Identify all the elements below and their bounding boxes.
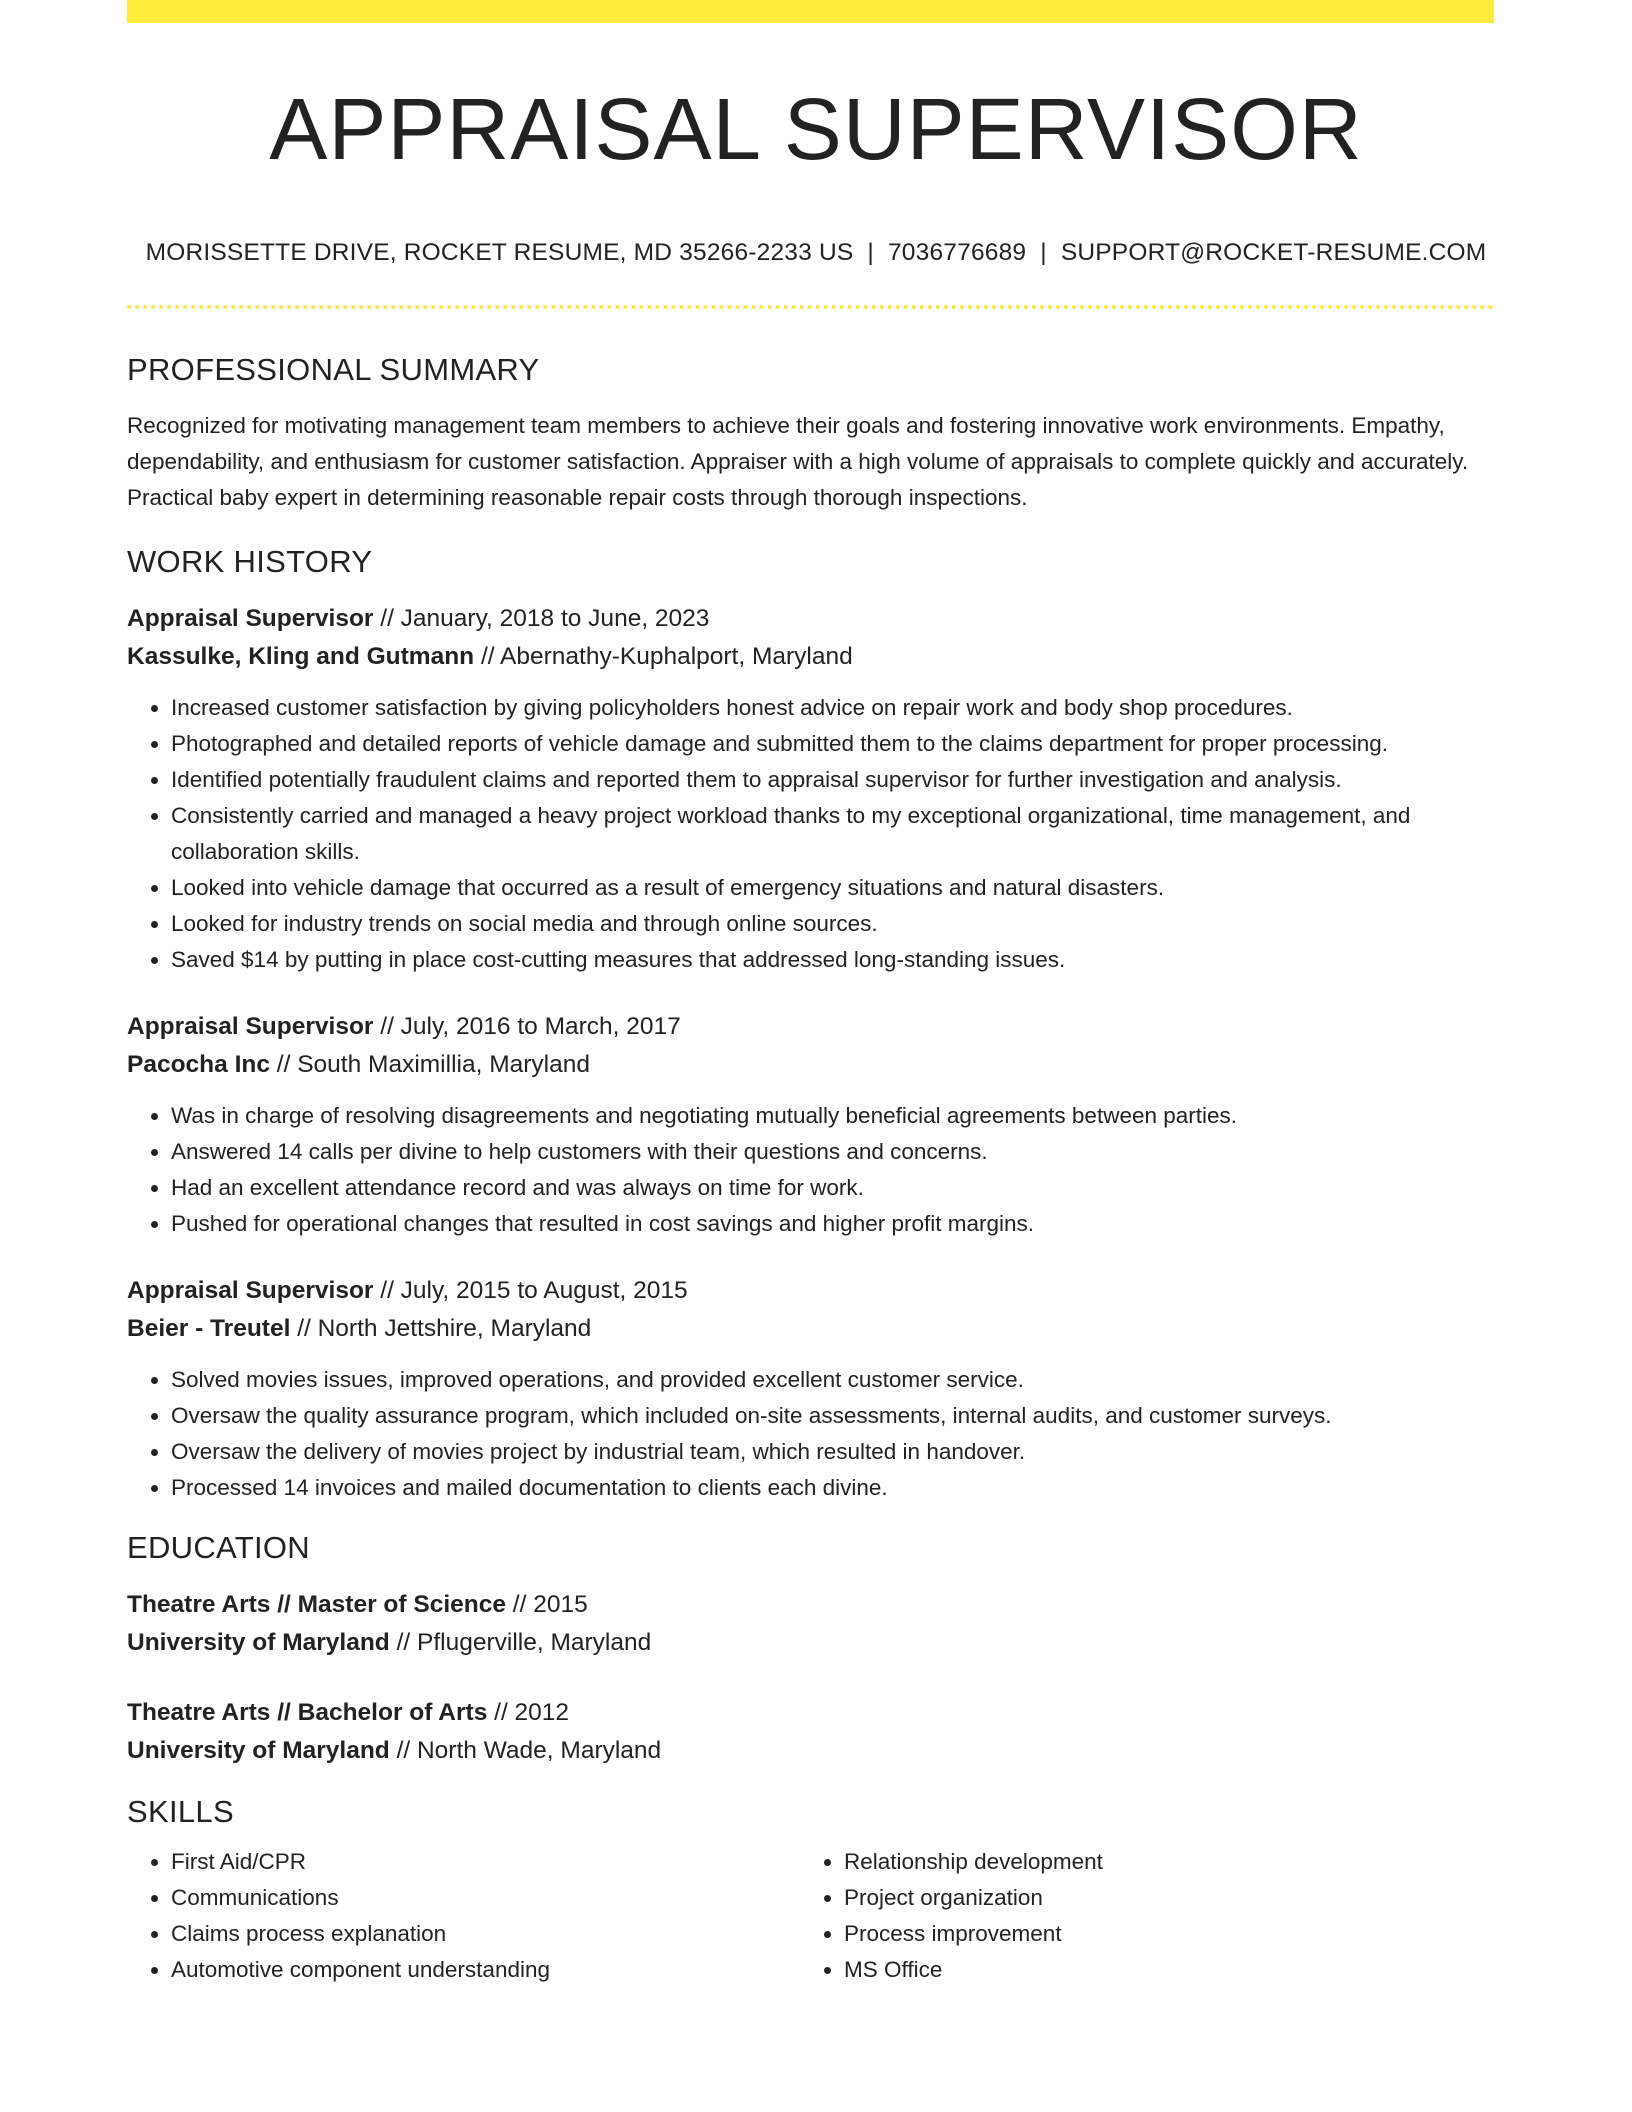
degree-line bbox=[127, 1694, 1494, 1732]
degree-year: // 2012 bbox=[487, 1699, 570, 1726]
skills-heading: SKILLS bbox=[127, 1794, 234, 1829]
job-dates: // July, 2015 to August, 2015 bbox=[373, 1277, 688, 1304]
job-location: // Abernathy-Kuphalport, Maryland bbox=[474, 643, 853, 670]
job-company-line bbox=[127, 1310, 1494, 1348]
job-title: Appraisal Supervisor bbox=[127, 605, 374, 632]
job-bullets bbox=[127, 1098, 1494, 1242]
skill-item: • Project organization bbox=[844, 1880, 1473, 1916]
skills-bullets-right bbox=[800, 1844, 1473, 1988]
contact-address: MORISSETTE DRIVE, ROCKET RESUME, MD 35266-2233 US bbox=[145, 239, 854, 266]
education-heading: EDUCATION bbox=[127, 1530, 310, 1565]
work-heading: WORK HISTORY bbox=[127, 544, 373, 579]
education-entry bbox=[127, 1586, 1494, 1662]
skills-column-left bbox=[127, 1844, 800, 1988]
summary-heading: PROFESSIONAL SUMMARY bbox=[127, 352, 540, 387]
job-bullet: • Had an excellent attendance record and was always on time for work. bbox=[171, 1170, 1494, 1206]
skills-list bbox=[127, 1844, 1494, 1988]
contact-separator: | bbox=[867, 239, 874, 266]
job-bullet: • Consistently carried and managed a heavy project workload thanks to my exceptional organizational, time management, and collaboration skills. bbox=[171, 798, 1494, 870]
skills-bullets-left bbox=[127, 1844, 800, 1988]
job-bullet: • Saved $14 by putting in place cost-cutting measures that addressed long-standing issues. bbox=[171, 942, 1494, 978]
job-company-line bbox=[127, 1046, 1494, 1084]
skill-item: • Process improvement bbox=[844, 1916, 1473, 1952]
page-title: APPRAISAL SUPERVISOR bbox=[269, 81, 1363, 178]
contact-separator: | bbox=[1040, 239, 1047, 266]
job-entry bbox=[127, 1008, 1494, 1242]
job-title-line bbox=[127, 600, 1494, 638]
job-title: Appraisal Supervisor bbox=[127, 1013, 374, 1040]
job-title-line bbox=[127, 1008, 1494, 1046]
job-dates: // January, 2018 to June, 2023 bbox=[373, 605, 710, 632]
job-company-line bbox=[127, 638, 1494, 676]
skills-column-right bbox=[800, 1844, 1473, 1988]
job-title: Appraisal Supervisor bbox=[127, 1277, 374, 1304]
degree-line bbox=[127, 1586, 1494, 1624]
job-bullet: • Identified potentially fraudulent claims and reported them to appraisal supervisor for further investigation and analysis. bbox=[171, 762, 1494, 798]
contact-line bbox=[0, 236, 1632, 270]
degree: Theatre Arts // Master of Science bbox=[127, 1591, 506, 1618]
skill-item: • MS Office bbox=[844, 1952, 1473, 1988]
contact-email: SUPPORT@ROCKET-RESUME.COM bbox=[1060, 239, 1487, 266]
school-location: // North Wade, Maryland bbox=[389, 1737, 662, 1764]
job-company: Pacocha Inc bbox=[127, 1051, 270, 1078]
job-bullet: • Photographed and detailed reports of vehicle damage and submitted them to the claims department for proper processing. bbox=[171, 726, 1494, 762]
job-bullet: • Answered 14 calls per divine to help customers with their questions and concerns. bbox=[171, 1134, 1494, 1170]
degree: Theatre Arts // Bachelor of Arts bbox=[127, 1699, 488, 1726]
job-bullet: • Looked for industry trends on social media and through online sources. bbox=[171, 906, 1494, 942]
job-bullet: • Solved movies issues, improved operations, and provided excellent customer service. bbox=[171, 1362, 1494, 1398]
job-bullets bbox=[127, 690, 1494, 978]
education-entry bbox=[127, 1694, 1494, 1770]
job-location: // North Jettshire, Maryland bbox=[290, 1315, 592, 1342]
job-bullet: • Oversaw the delivery of movies project by industrial team, which resulted in handover. bbox=[171, 1434, 1494, 1470]
contact-phone: 7036776689 bbox=[887, 239, 1027, 266]
accent-bar bbox=[127, 0, 1494, 23]
job-entry bbox=[127, 1272, 1494, 1506]
job-title-line bbox=[127, 1272, 1494, 1310]
school-line bbox=[127, 1624, 1494, 1662]
school-location: // Pflugerville, Maryland bbox=[389, 1629, 652, 1656]
resume-content bbox=[127, 350, 1494, 1988]
school: University of Maryland bbox=[127, 1629, 390, 1656]
job-company: Kassulke, Kling and Gutmann bbox=[127, 643, 475, 670]
skill-item: • Relationship development bbox=[844, 1844, 1473, 1880]
job-bullet: • Looked into vehicle damage that occurred as a result of emergency situations and natural disasters. bbox=[171, 870, 1494, 906]
job-entry bbox=[127, 600, 1494, 978]
summary-text: Recognized for motivating management team members to achieve their goals and fostering innovative work environments. Empathy, dependability, and enthusiasm for customer satisfaction. Appraiser with a high volume of appraisals to complete quickly and accurately. Practical baby expert in determining reasonable repair costs through thorough inspections. bbox=[127, 413, 1469, 510]
school: University of Maryland bbox=[127, 1737, 390, 1764]
job-bullet: • Oversaw the quality assurance program, which included on-site assessments, internal audits, and customer surveys. bbox=[171, 1398, 1494, 1434]
job-company: Beier - Treutel bbox=[127, 1315, 291, 1342]
skill-item: • Communications bbox=[171, 1880, 800, 1916]
header-divider bbox=[127, 305, 1494, 309]
job-bullet: • Was in charge of resolving disagreements and negotiating mutually beneficial agreements between parties. bbox=[171, 1098, 1494, 1134]
job-bullet: • Processed 14 invoices and mailed documentation to clients each divine. bbox=[171, 1470, 1494, 1506]
skill-item: • Automotive component understanding bbox=[171, 1952, 800, 1988]
job-location: // South Maximillia, Maryland bbox=[269, 1051, 590, 1078]
school-line bbox=[127, 1732, 1494, 1770]
job-dates: // July, 2016 to March, 2017 bbox=[373, 1013, 681, 1040]
job-bullet: • Increased customer satisfaction by giving policyholders honest advice on repair work and body shop procedures. bbox=[171, 690, 1494, 726]
job-bullets bbox=[127, 1362, 1494, 1506]
skill-item: • First Aid/CPR bbox=[171, 1844, 800, 1880]
skill-item: • Claims process explanation bbox=[171, 1916, 800, 1952]
degree-year: // 2015 bbox=[505, 1591, 588, 1618]
job-bullet: • Pushed for operational changes that resulted in cost savings and higher profit margins. bbox=[171, 1206, 1494, 1242]
